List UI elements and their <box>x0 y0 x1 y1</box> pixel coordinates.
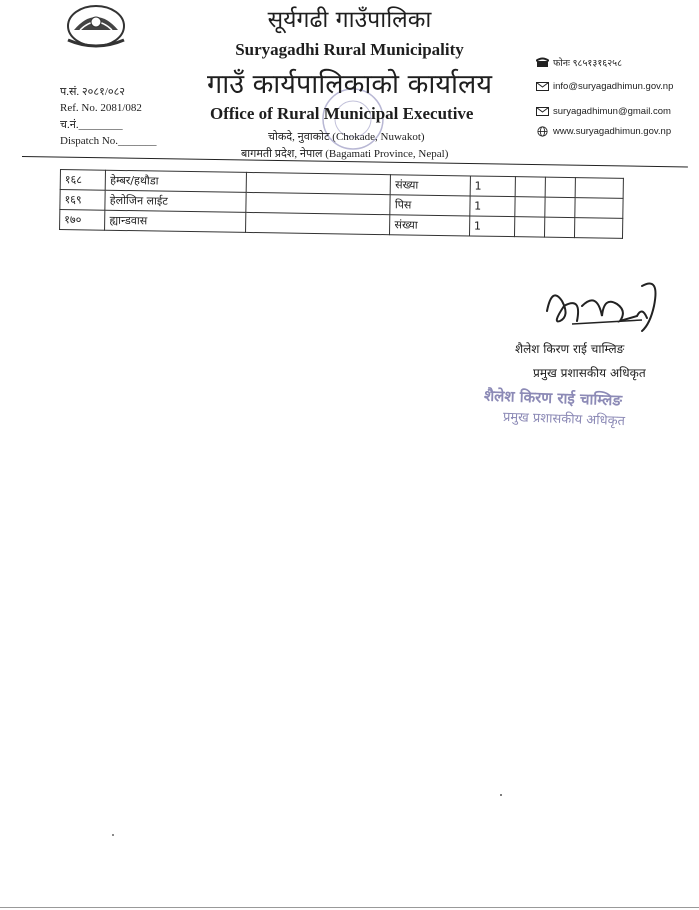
cell-sn: १७० <box>60 210 106 231</box>
cell-sn: १६८ <box>60 170 106 191</box>
address-line-2: बागमती प्रदेश, नेपाल (Bagamati Province, Nepal) <box>241 148 449 160</box>
phone-icon <box>536 57 549 68</box>
cell-qty: 1 <box>470 196 515 217</box>
handwritten-signature <box>542 276 662 336</box>
email-2-text: suryagadhimun@gmail.com <box>553 106 671 117</box>
cell-item: हेम्बर/हथौडा <box>106 170 247 192</box>
contact-email-2 <box>536 106 671 117</box>
cell-blank <box>246 172 391 194</box>
cell-qty: 1 <box>470 176 515 197</box>
dispatch-number: Dispatch No._______ <box>60 135 157 147</box>
municipality-title-english: Suryagadhi Rural Municipality <box>235 40 464 59</box>
email-icon <box>536 81 549 92</box>
municipality-title-nepali: सूर्यगढी गाउँपालिका <box>267 7 432 33</box>
office-title-nepali: गाउँ कार्यपालिकाको कार्यालय <box>207 69 492 100</box>
cell-empty <box>514 217 545 237</box>
page-bottom-edge <box>0 907 699 908</box>
signatory-name: शैलेश किरण राई चाम्लिङ <box>515 342 625 356</box>
stamp-title: प्रमुख प्रशासकीय अधिकृत <box>502 409 626 430</box>
cell-empty <box>575 178 623 199</box>
cell-qty: 1 <box>469 216 514 237</box>
signatory-title: प्रमुख प्रशासकीय अधिकृत <box>533 366 646 380</box>
cell-blank <box>246 192 391 214</box>
office-title-english: Office of Rural Municipal Executive <box>210 104 474 123</box>
email-icon <box>536 106 549 117</box>
contact-phone <box>536 56 622 69</box>
cell-unit: संख्या <box>391 175 471 196</box>
cell-item: हेलोजिन लाईट <box>105 190 246 212</box>
scan-speck <box>112 834 114 836</box>
cell-item: ह्यान्डवास <box>105 210 246 232</box>
cell-empty <box>575 218 623 239</box>
email-1-text: info@suryagadhimun.gov.np <box>553 81 674 92</box>
items-table <box>59 169 624 239</box>
website-text: www.suryagadhimun.gov.np <box>553 126 672 137</box>
ref-number: Ref. No. 2081/082 <box>60 102 142 114</box>
cell-empty <box>515 197 546 217</box>
cn-number: च.नं.________ <box>60 119 123 131</box>
cell-sn: १६९ <box>60 190 106 211</box>
stamp-name: शैलेश किरण राई चाम्लिङ <box>483 386 623 410</box>
cell-empty <box>575 198 623 219</box>
globe-icon <box>536 126 549 137</box>
phone-text: फोनः ९८५१३१६२५८ <box>553 58 623 69</box>
cell-empty <box>545 197 576 217</box>
scan-speck <box>500 794 502 796</box>
contact-email-1 <box>536 81 673 92</box>
cell-unit: संख्या <box>390 215 470 236</box>
cell-empty <box>545 217 576 237</box>
contact-website <box>536 126 671 137</box>
ref-nepali: प.सं. २०८१/०८२ <box>60 86 126 98</box>
cell-empty <box>545 177 576 197</box>
address-line-1: चोकदे, नुवाकोट (Chokade, Nuwakot) <box>268 131 425 143</box>
cell-unit: पिस <box>390 195 470 216</box>
cell-blank <box>246 212 391 234</box>
cell-empty <box>515 177 546 197</box>
